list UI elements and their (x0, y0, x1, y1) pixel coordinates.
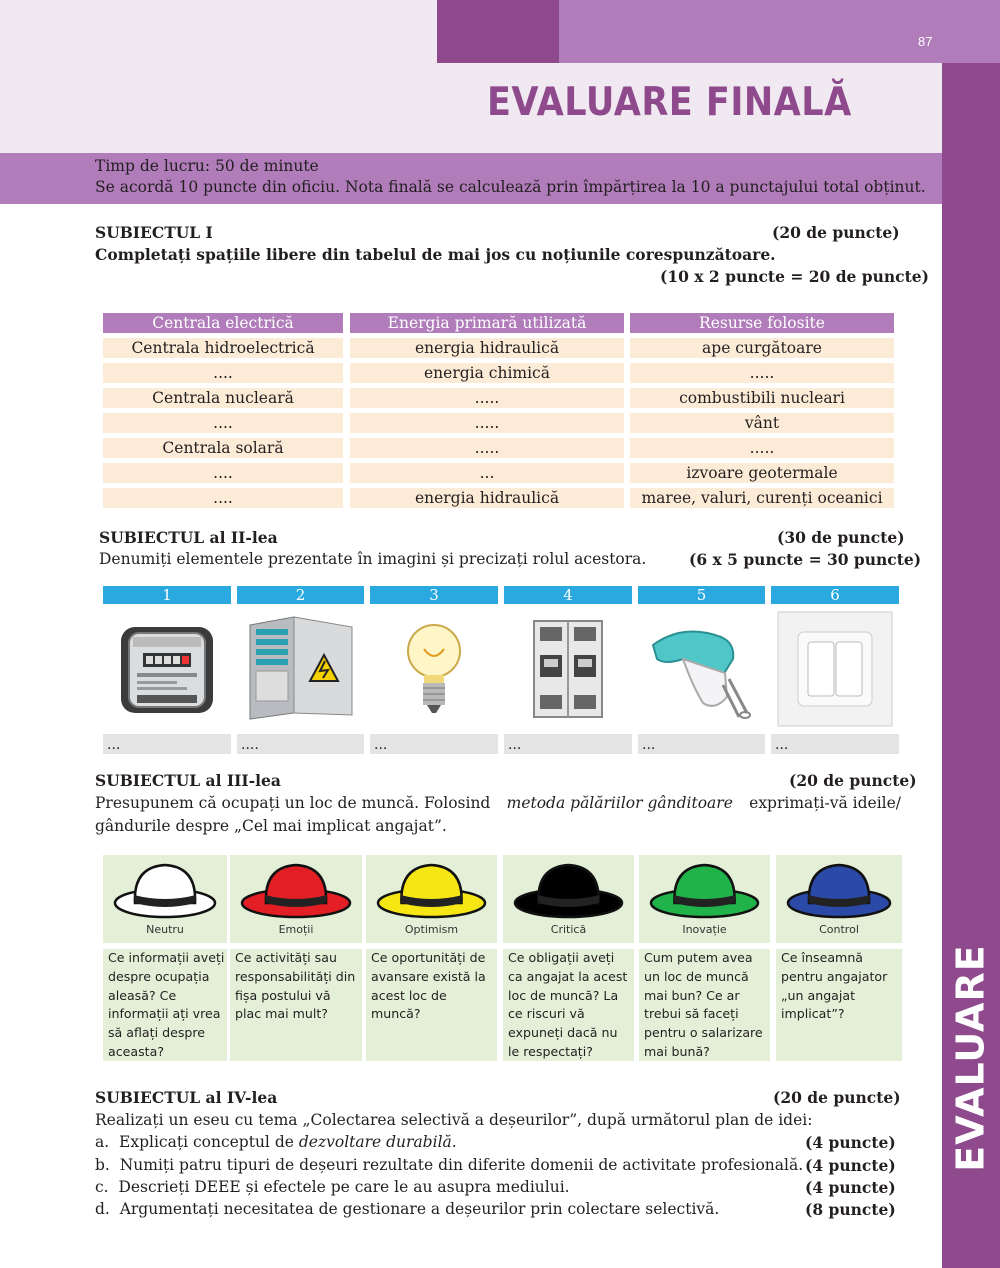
hat-label: Emoții (278, 923, 314, 936)
light-bulb-icon (404, 619, 464, 719)
table-cell: Centrala solară (103, 438, 343, 458)
table-cell: ..... (350, 438, 624, 458)
hat-label: Control (819, 923, 859, 936)
circuit-breaker-image (504, 610, 632, 728)
hat-column (366, 855, 497, 1061)
table-cell: ..... (630, 363, 894, 383)
s3-line1: Presupunem că ocupați un loc de muncă. Folosind metoda pălăriilor gânditoare exprimați-vă ideile/ (95, 794, 901, 812)
hat-icon (784, 859, 894, 923)
table-cell: .... (103, 488, 343, 508)
table-cell: .... (103, 463, 343, 483)
hat-label: Neutru (146, 923, 184, 936)
electrical-panel-image (237, 610, 364, 728)
table-cell: combustibili nucleari (630, 388, 894, 408)
table-cell: ..... (350, 413, 624, 433)
hat-icon (238, 859, 354, 923)
s1-instruction: Completați spațiile libere din tabelul de mai jos cu noțiunile corespunzătoare. (95, 245, 776, 264)
electrical-panel-icon (242, 615, 360, 723)
table-cell: ..... (350, 388, 624, 408)
item-number: 6 (771, 586, 899, 604)
electric-meter-image (103, 610, 231, 728)
item-number: 3 (370, 586, 498, 604)
table-cell: Centrala hidroelectrică (103, 338, 343, 358)
s4-points: (20 de puncte) (773, 1088, 901, 1107)
item-number: 1 (103, 586, 231, 604)
essay-plan-points: (8 puncte) (805, 1200, 896, 1219)
top-band-accent (437, 0, 559, 63)
hat-column (503, 855, 634, 1061)
s3-points: (20 de puncte) (789, 771, 917, 790)
light-switch-icon (776, 610, 894, 728)
hat-column (639, 855, 770, 1061)
hat-label: Inovație (682, 923, 727, 936)
table-cell: .... (103, 363, 343, 383)
essay-plan-points: (4 puncte) (805, 1178, 896, 1197)
hat-question: Ce activități sau responsabilități din fișa postului vă plac mai mult? (235, 950, 356, 1022)
circuit-breaker-icon (528, 617, 608, 721)
s2-heading: SUBIECTUL al II-lea (99, 528, 278, 547)
table-header-cell: Resurse folosite (630, 313, 894, 333)
item-number: 2 (237, 586, 364, 604)
essay-plan-points: (4 puncte) (805, 1156, 896, 1175)
table-cell: energia chimică (350, 363, 624, 383)
hat-icon (111, 859, 219, 923)
hat-question: Cum putem avea un loc de muncă mai bun? Ce ar trebui să faceți pentru o salarizare mai bună? (644, 950, 763, 1059)
answer-field[interactable]: ... (638, 734, 765, 754)
s1-points-detail: (10 x 2 puncte = 20 de puncte) (660, 267, 929, 286)
hat-column (776, 855, 902, 1061)
essay-plan-item: c. Descrieți DEEE și efectele pe care le au asupra mediului. (95, 1178, 570, 1196)
s2-points: (30 de puncte) (777, 528, 905, 547)
hat-icon (647, 859, 762, 923)
s1-heading: SUBIECTUL I (95, 223, 213, 242)
hand-mixer-image (638, 610, 765, 728)
essay-plan-item: d. Argumentați necesitatea de gestionare a deșeurilor prin colectare selectivă. (95, 1200, 720, 1218)
hat-question: Ce informații aveți despre ocupația aleasă? Ce informații ați vrea să aflați despre aceasta? (108, 950, 225, 1059)
table-cell: ..... (630, 438, 894, 458)
table-cell: Centrala nucleară (103, 388, 343, 408)
item-number: 5 (638, 586, 765, 604)
light-bulb-image (370, 610, 498, 728)
table-header-cell: Centrala electrică (103, 313, 343, 333)
s4-heading: SUBIECTUL al IV-lea (95, 1088, 278, 1107)
hat-question: Ce oportunități de avansare există la acest loc de muncă? (371, 950, 486, 1022)
table-cell: izvoare geotermale (630, 463, 894, 483)
table-cell: ape curgătoare (630, 338, 894, 358)
page-number: 87 (918, 34, 933, 49)
table-header-cell: Energia primară utilizată (350, 313, 624, 333)
work-time: Timp de lucru: 50 de minute (95, 157, 319, 175)
table-cell: ... (350, 463, 624, 483)
s2-instruction: Denumiți elementele prezentate în imagini și precizați rolul acestora. (99, 550, 647, 568)
table-cell: energia hidraulică (350, 488, 624, 508)
hat-label: Optimism (404, 923, 459, 936)
s3-line2: gândurile despre „Cel mai implicat angajat”. (95, 817, 447, 835)
electric-meter-icon (117, 619, 217, 719)
hat-question: Ce înseamnă pentru angajator „un angajat implicat”? (781, 950, 888, 1022)
table-cell: vânt (630, 413, 894, 433)
essay-plan-item: a. Explicați conceptul de dezvoltare durabilă. (95, 1133, 457, 1151)
hat-question: Ce obligații aveți ca angajat la acest loc de muncă? La ce riscuri vă expuneți dacă nu le respectați? (508, 950, 628, 1059)
side-label: EVALUARE (949, 943, 993, 1172)
table-cell: .... (103, 413, 343, 433)
s2-points-detail: (6 x 5 puncte = 30 puncte) (689, 550, 922, 569)
hat-label: Critică (550, 923, 587, 936)
page-title: EVALUARE FINALĂ (487, 80, 852, 125)
s3-heading: SUBIECTUL al III-lea (95, 771, 281, 790)
answer-field[interactable]: ... (103, 734, 231, 754)
s4-instruction: Realizați un eseu cu tema „Colectarea selectivă a deșeurilor”, după următorul plan de idei: (95, 1111, 813, 1129)
light-switch-image (771, 610, 899, 728)
hat-icon (511, 859, 626, 923)
answer-field[interactable]: .... (237, 734, 364, 754)
essay-plan-item: b. Numiți patru tipuri de deșeuri rezultate din diferite domenii de activitate profesională. (95, 1156, 804, 1174)
hand-mixer-icon (643, 615, 761, 723)
table-cell: energia hidraulică (350, 338, 624, 358)
hat-column (230, 855, 362, 1061)
answer-field[interactable]: ... (370, 734, 498, 754)
hat-column (103, 855, 227, 1061)
essay-plan-points: (4 puncte) (805, 1133, 896, 1152)
s1-points: (20 de puncte) (772, 223, 900, 242)
answer-field[interactable]: ... (504, 734, 632, 754)
answer-field[interactable]: ... (771, 734, 899, 754)
hat-icon (374, 859, 489, 923)
table-cell: maree, valuri, curenți oceanici (630, 488, 894, 508)
item-number: 4 (504, 586, 632, 604)
grading-note: Se acordă 10 puncte din oficiu. Nota finală se calculează prin împărțirea la 10 a punctajului total obținut. (95, 178, 926, 196)
